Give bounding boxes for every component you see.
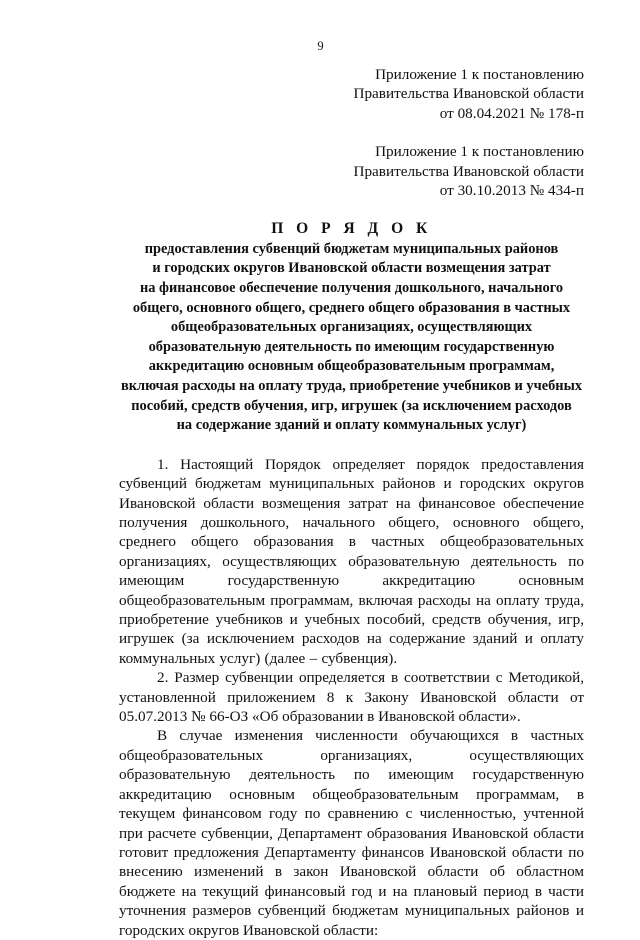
appendix-line: Правительства Ивановской области xyxy=(353,85,584,103)
paragraph-3: В случае изменения численности обучающихся в частных общеобразовательных организациях, осуществляющих образовательную деятельность по имеющим государственную аккредитацию основным общеобразовательным программам, в текущем финансовом году по сравнению с численностью, учтенной при расчете субвенции, Департамент образования Ивановской области готовит предложения Департаменту финансов Ивановской области по внесению изменений в закон Ивановской области об областном бюджете на текущий финансовый год и на плановый период в части уточнения размеров субвенций бюджетам муниципальных районов и городских округов Ивановской области: xyxy=(119,727,584,939)
paragraph-2: 2. Размер субвенции определяется в соответствии с Методикой, установленной приложением 8 к Закону Ивановской области от 05.07.2013 № 66-ОЗ «Об образовании в Ивановской области». xyxy=(119,669,584,726)
appendix-line: от 08.04.2021 № 178-п xyxy=(439,104,584,122)
appendix-line: Правительства Ивановской области xyxy=(353,162,584,180)
appendix-line: от 30.10.2013 № 434-п xyxy=(439,182,584,200)
subtitle-line: на содержание зданий и оплату коммунальных услуг) xyxy=(176,417,527,434)
subtitle-line: предоставления субвенций бюджетам муниципальных районов xyxy=(144,240,559,257)
document-subtitle xyxy=(111,240,592,436)
subtitle-line: и городских округов Ивановской области возмещения затрат xyxy=(152,260,551,277)
subtitle-line: общеобразовательных организациях, осуществляющих xyxy=(170,319,533,336)
paragraph-1: 1. Настоящий Порядок определяет порядок предоставления субвенций бюджетам муниципальных районов и городских округов Ивановской области возмещения затрат на финансовое обеспечение получения дошкольного, начального общего, основного общего, среднего общего образования в частных общеобразовательных организациях, осуществляющих образовательную деятельность по имеющим государственную аккредитацию основным общеобразовательным программам, включая расходы на оплату труда, приобретение учебников и учебных пособий, средств обучения, игр, игрушек (за исключением расходов на содержание зданий и оплату коммунальных услуг) (далее – субвенция). xyxy=(119,455,584,667)
subtitle-line: на финансовое обеспечение получения дошкольного, начального xyxy=(139,280,564,297)
subtitle-line: аккредитацию основным общеобразовательным программам, xyxy=(148,358,555,375)
subtitle-line: образовательную деятельность по имеющим государственную xyxy=(148,338,555,355)
subtitle-line: пособий, средств обучения, игр, игрушек (за исключением расходов xyxy=(131,397,572,414)
appendix-line: Приложение 1 к постановлению xyxy=(375,66,584,83)
page-number: 9 xyxy=(317,39,324,53)
subtitle-line: общего, основного общего, среднего общего образования в частных xyxy=(132,299,571,316)
subtitle-line: включая расходы на оплату труда, приобретение учебников и учебных xyxy=(120,378,583,394)
appendix-note-original xyxy=(119,142,584,200)
appendix-line: Приложение 1 к постановлению xyxy=(375,143,584,161)
document-body xyxy=(119,455,584,940)
appendix-note-current xyxy=(119,65,584,123)
document-title: П О Р Я Д О К xyxy=(271,220,432,238)
